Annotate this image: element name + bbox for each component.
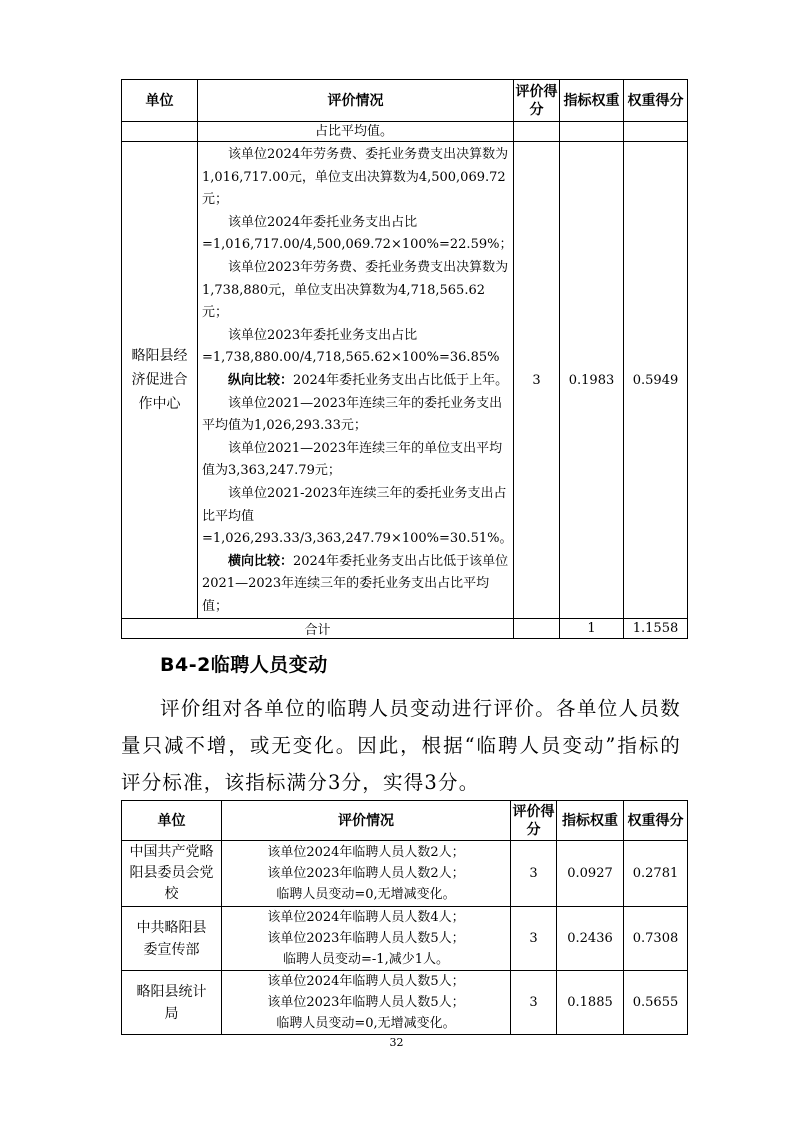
eval-line: 该单位2021-2023年连续三年的委托业务支出占比平均值=1,026,293.33/3,363,247.79×100%=30.51%。	[202, 485, 513, 547]
eval-line: 该单位2024年委托业务支出占比=1,016,717.00/4,500,069.72×100%=22.59%；	[202, 214, 513, 253]
header-weight: 指标权重	[560, 80, 624, 122]
eval-line: 临聘人员变动=-1,减少1人。	[283, 952, 449, 967]
header-score: 评价得分	[514, 80, 560, 122]
vertical-text: 2024年委托业务支出占比低于上年。	[293, 372, 509, 388]
horizontal-label: 横向比较：	[228, 553, 294, 569]
header-unit: 单位	[122, 801, 222, 841]
page-number: 32	[389, 1036, 404, 1049]
vertical-comparison	[202, 370, 509, 393]
eval-detail	[222, 971, 511, 1035]
table-row	[122, 971, 688, 1035]
score-value: 3	[511, 841, 557, 907]
eval-line: 该单位2023年劳务费、委托业务费支出决算数为1,738,880元，单位支出决算数为4,718,565.62元；	[202, 259, 509, 321]
eval-line: 临聘人员变动=0,无增减变化。	[276, 887, 456, 902]
total-weight: 1	[560, 619, 624, 639]
weight-value: 0.1885	[557, 971, 624, 1035]
cont-weight-cell	[560, 122, 624, 142]
assessment-table-1	[121, 79, 688, 639]
eval-line: 临聘人员变动=0,无增减变化。	[276, 1016, 456, 1031]
weight-value: 0.1983	[560, 142, 624, 619]
weighted-score-value: 0.7308	[624, 907, 688, 971]
assessment-table-2	[121, 800, 688, 1035]
weight-value: 0.2436	[557, 907, 624, 971]
score-value: 3	[511, 907, 557, 971]
eval-line: 该单位2021—2023年连续三年的单位支出平均值为3,363,247.79元；	[202, 440, 503, 479]
total-label: 合计	[122, 619, 514, 639]
eval-line: 该单位2023年临聘人员人数2人；	[267, 866, 465, 881]
vertical-label: 纵向比较：	[228, 372, 294, 388]
total-weighted-score: 1.1558	[624, 619, 688, 639]
unit-name: 略阳县经济促进合作中心	[122, 142, 198, 619]
unit-name: 略阳县统计局	[122, 971, 222, 1035]
header-eval: 评价情况	[222, 801, 511, 841]
total-score-cell	[514, 619, 560, 639]
eval-line: 该单位2023年临聘人员人数5人；	[267, 931, 465, 946]
weighted-score-value: 0.2781	[624, 841, 688, 907]
section-title: B4-2临聘人员变动	[160, 654, 328, 676]
eval-detail	[222, 841, 511, 907]
cont-unit-cell	[122, 122, 198, 142]
eval-line: 该单位2023年委托业务支出占比=1,738,880.00/4,718,565.62×100%=36.85%	[202, 327, 500, 366]
header-weight: 指标权重	[557, 801, 624, 841]
eval-line: 该单位2021—2023年连续三年的委托业务支出平均值为1,026,293.33元；	[202, 395, 503, 434]
cont-text: 占比平均值。	[198, 122, 514, 142]
eval-line: 该单位2024年劳务费、委托业务费支出决算数为1,016,717.00元，单位支出决算数为4,500,069.72元；	[202, 147, 509, 208]
eval-detail	[222, 907, 511, 971]
score-value: 3	[514, 142, 560, 619]
unit-name: 中国共产党略阳县委员会党校	[122, 841, 222, 907]
eval-line: 该单位2023年临聘人员人数5人；	[267, 995, 465, 1010]
eval-line: 该单位2024年临聘人员人数4人；	[267, 910, 465, 925]
score-value: 3	[511, 971, 557, 1035]
weighted-score-value: 0.5655	[624, 971, 688, 1035]
eval-line: 该单位2024年临聘人员人数5人；	[267, 974, 465, 989]
weighted-score-value: 0.5949	[624, 142, 688, 619]
table-row	[122, 841, 688, 907]
section-paragraph: 评价组对各单位的临聘人员变动进行评价。各单位人员数量只减不增，或无变化。因此，根据“临聘人员变动”指标的评分标准，该指标满分3分，实得3分。	[121, 697, 681, 794]
header-unit: 单位	[122, 80, 198, 122]
unit-name: 中共略阳县委宣传部	[122, 907, 222, 971]
horizontal-text: 2024年委托业务支出占比低于该单位2021—2023年连续三年的委托业务支出占比平均值；	[202, 553, 509, 614]
cont-score-cell	[514, 122, 560, 142]
header-eval: 评价情况	[198, 80, 514, 122]
header-score: 评价得分	[511, 801, 557, 841]
eval-detail	[198, 142, 514, 619]
header-weighted-score: 权重得分	[624, 801, 688, 841]
table-row	[122, 907, 688, 971]
horizontal-comparison	[202, 551, 509, 619]
eval-line: 该单位2024年临聘人员人数2人；	[267, 845, 465, 860]
weight-value: 0.0927	[557, 841, 624, 907]
header-weighted-score: 权重得分	[624, 80, 688, 122]
cont-wscore-cell	[624, 122, 688, 142]
